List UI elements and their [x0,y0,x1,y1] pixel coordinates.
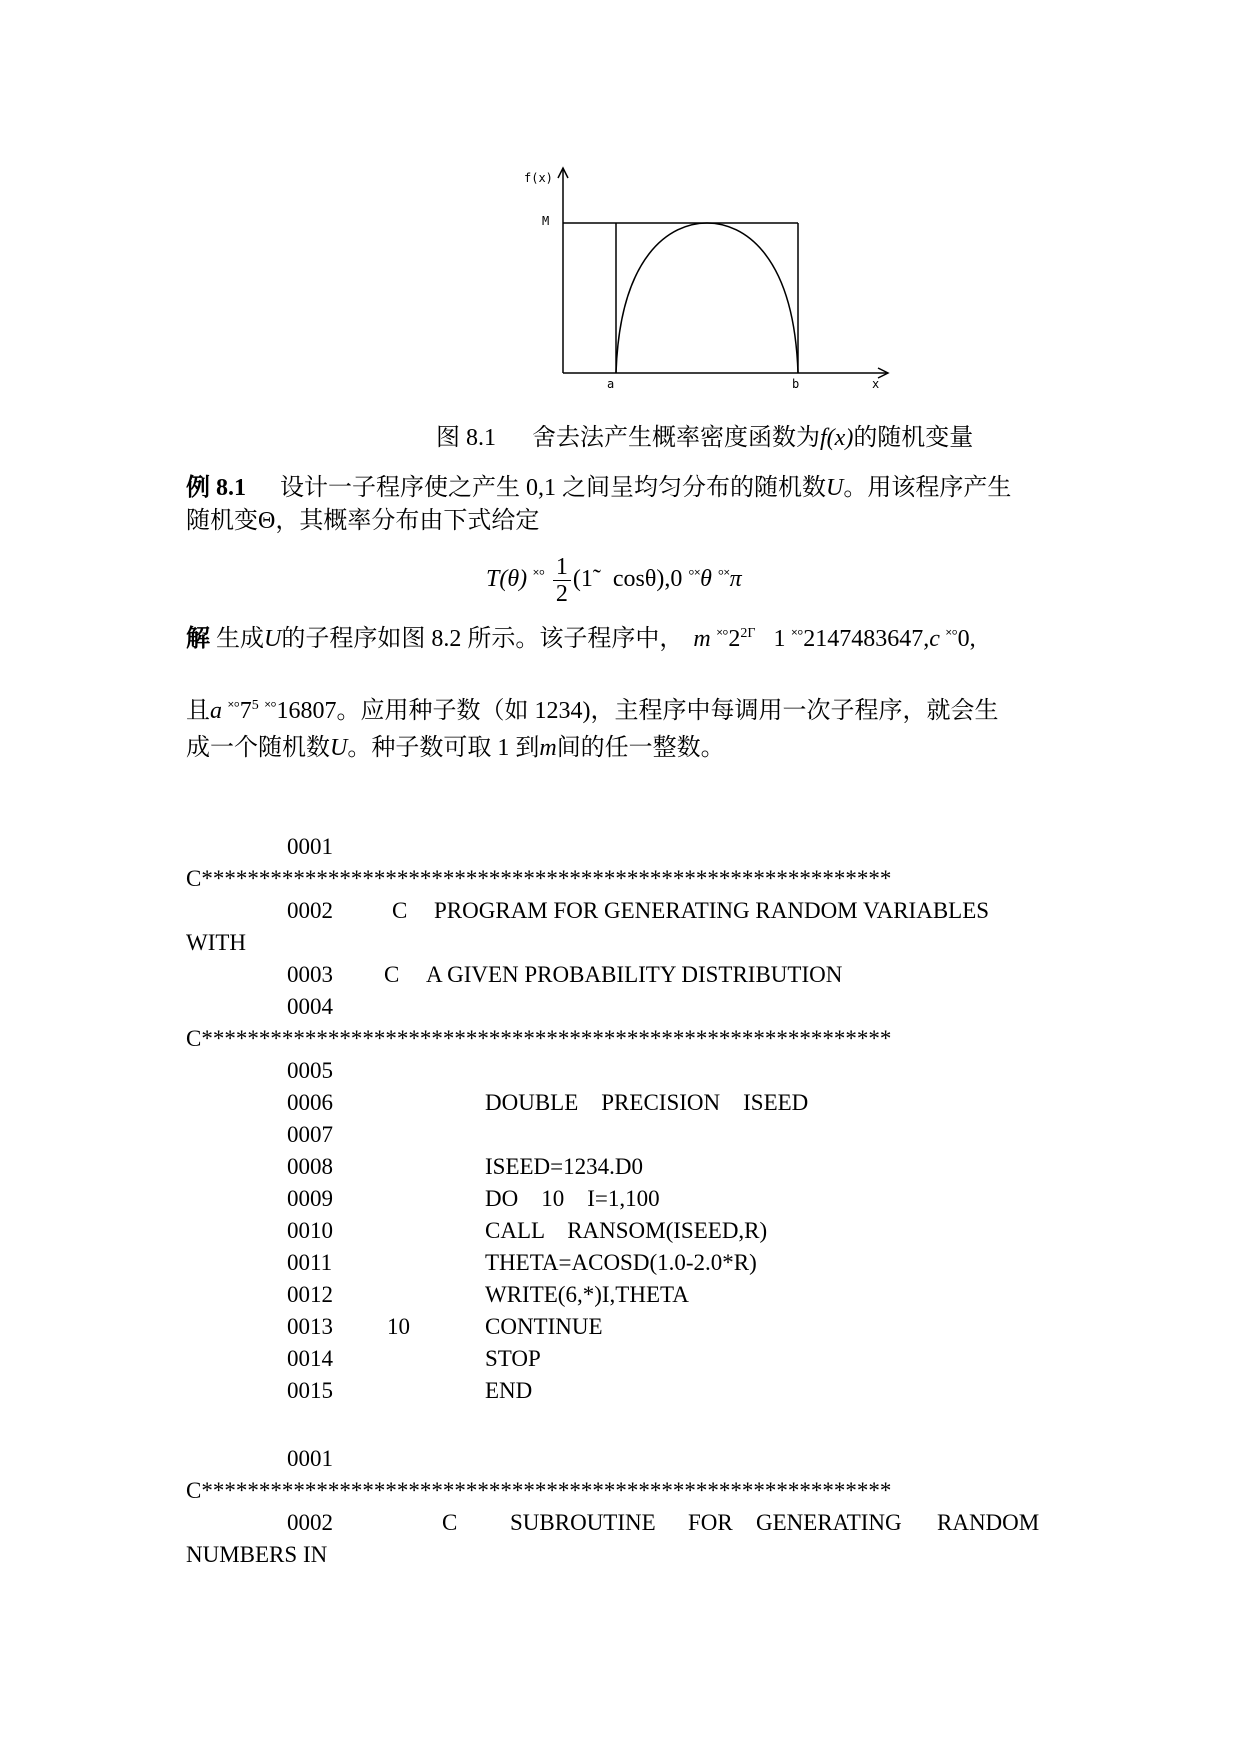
p1-line-number: 0012 [287,1282,333,1307]
p1-line-number: 0007 [287,1122,333,1147]
p1-comment-line: C************************************************************ [186,1026,892,1051]
fraction: $\frac{1}{2}$ [553,554,571,607]
solution-line-2: 且a $^{˟^\circ}7^5$ ˟°16807。应用种子数（如 1234)，主程序中每调用一次子程序，就会生 [186,698,999,724]
p1-line-number: 0004 [287,994,333,1019]
p1-code: THETA=ACOSD(1.0-2.0*R) [485,1250,757,1275]
density-curve [616,223,798,373]
x-axis-label: x [872,377,880,391]
caption-math: f(x) [820,425,854,451]
a-label: a [607,377,615,391]
caption-text: 舍去法产生概率密度函数为 [532,425,820,451]
caption-text-end: 的随机变量 [853,425,974,451]
p2-wrap: NUMBERS IN [186,1542,328,1567]
p2-word: RANDOM [937,1510,1040,1535]
p1-code: DOUBLE PRECISION ISEED [485,1090,809,1115]
p2-line-number: 0001 [287,1446,333,1471]
p1-code: DO 10 I=1,100 [485,1186,660,1211]
rejection-method-figure [0,0,1241,440]
p1-line-number: 0009 [287,1186,333,1211]
p1-line-number: 0001 [287,834,333,859]
p1-line-number: 0005 [287,1058,333,1083]
p2-label: C [442,1510,458,1535]
p1-code: ISEED=1234.D0 [485,1154,643,1179]
p1-line-number: 0003 [287,962,333,987]
p2-line-number: 0002 [287,1510,333,1535]
p1-line-number: 0011 [287,1250,333,1275]
p1-label: 10 [387,1314,410,1339]
p1-line-number: 0015 [287,1378,333,1403]
p1-line-number: 0002 [287,898,333,923]
p2-word: GENERATING [756,1510,902,1535]
p1-line-number: 0010 [287,1218,333,1243]
example-line-1: 例 8.1 设计一子程序使之产生 0,1 之间呈均匀分布的随机数U。用该程序产生 [186,475,1012,501]
p2-word: FOR [688,1510,733,1535]
p1-line-number: 0008 [287,1154,333,1179]
solution-label: 解 [186,626,210,652]
p1-code: CONTINUE [485,1314,603,1339]
formula-lhs: T(θ) [486,566,528,593]
p1-line-number: 0014 [287,1346,333,1371]
solution-line-1: 解 生成U的子程序如图 8.2 所示。该子程序中， m $^{˟^\circ}2^{2\Gamma}$ 1 ˟°2147483647,c ˟°0, [186,626,976,652]
distribution-formula: T(θ) ˟° $\frac{1}{2}$ (1̃ cosθ),0 °˟θ °˟π [486,554,742,607]
p1-label: C [384,962,400,987]
p1-code: END [485,1378,533,1403]
p1-code: PROGRAM FOR GENERATING RANDOM VARIABLES [434,898,990,923]
p1-line-number: 0013 [287,1314,333,1339]
b-label: b [792,377,800,391]
y-axis-label: f(x) [524,171,553,185]
p2-word: SUBROUTINE [510,1510,656,1535]
figure-caption [436,422,973,454]
p1-code: CALL RANSOM(ISEED,R) [485,1218,768,1243]
p1-code: WRITE(6,*)I,THETA [485,1282,689,1307]
caption-number: 图 8.1 [436,425,496,451]
m-label: M [542,214,550,228]
example-label: 例 8.1 [186,475,246,501]
p1-code: STOP [485,1346,541,1371]
p1-comment-line: C************************************************************ [186,866,892,891]
p1-line-number: 0006 [287,1090,333,1115]
symbol-glyph: ˟° [533,568,545,585]
solution-line-3: 成一个随机数U。种子数可取 1 到m间的任一整数。 [186,735,725,761]
p1-code: A GIVEN PROBABILITY DISTRIBUTION [426,962,843,987]
p1-wrap: WITH [186,930,247,955]
p1-label: C [392,898,408,923]
example-line-2: 随机变Θ，其概率分布由下式给定 [186,508,540,534]
p2-comment-line: C************************************************************ [186,1478,892,1503]
